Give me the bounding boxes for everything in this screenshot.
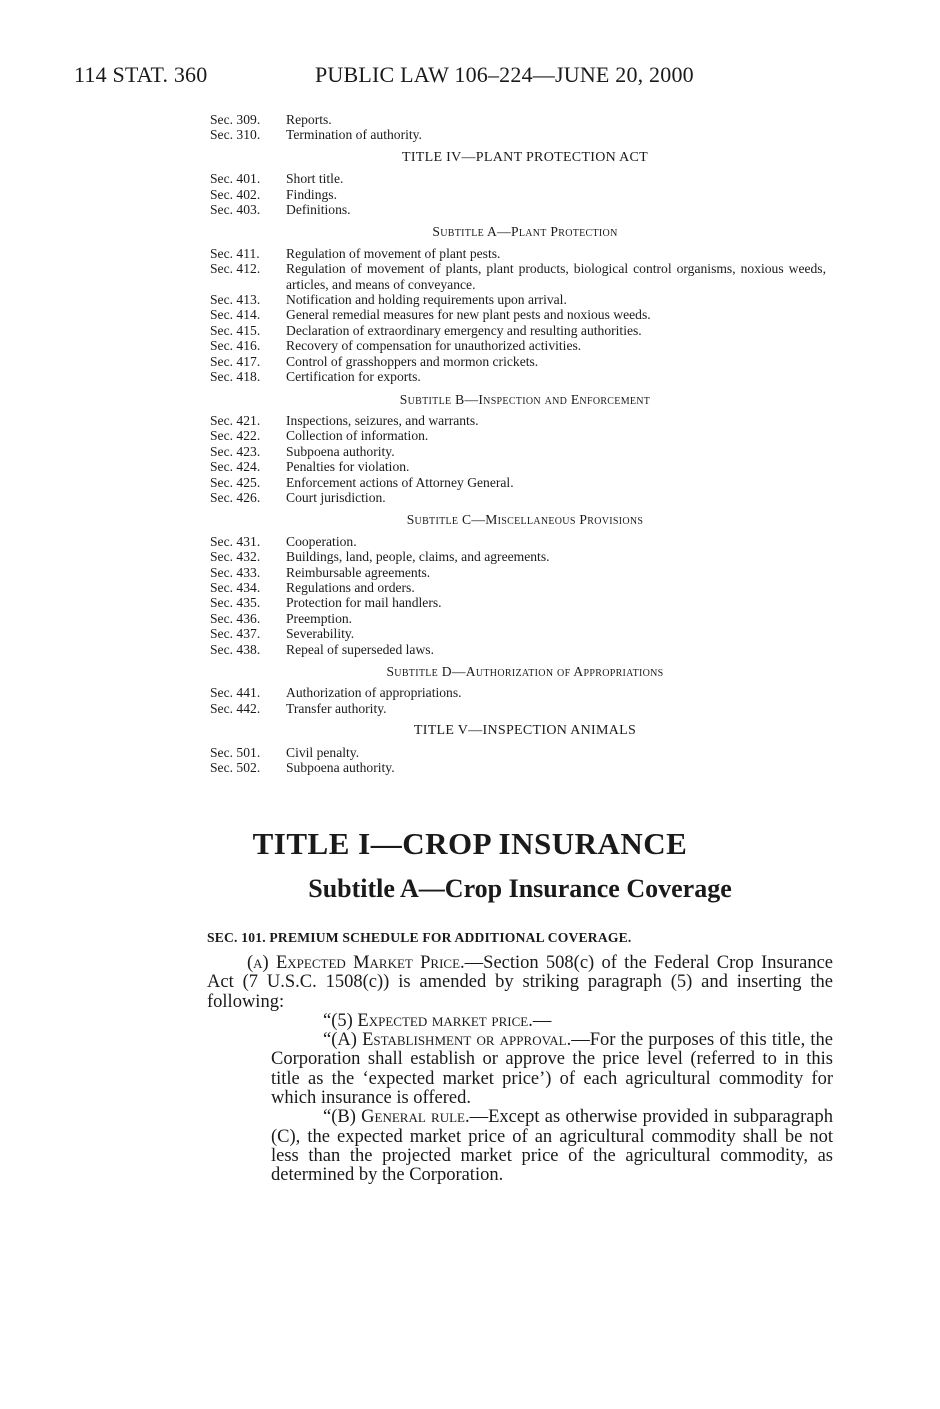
page-header (74, 62, 754, 92)
toc-entry-text: Buildings, land, people, claims, and agreements. (286, 549, 550, 565)
toc-entry (210, 413, 840, 428)
toc-group-title4 (210, 171, 840, 217)
quoted-subparagraph-b (271, 1108, 833, 1185)
toc-entry (210, 490, 840, 505)
toc-entry (210, 444, 840, 459)
table-of-contents (210, 112, 840, 775)
toc-entry (210, 626, 840, 641)
toc-entry-text: Regulation of movement of plant pests. (286, 245, 501, 261)
section-body (207, 954, 833, 1186)
toc-subtitle-d: Subtitle D—Authorization of Appropriations (386, 664, 664, 679)
toc-group-title5 (210, 745, 840, 776)
toc-entry (210, 354, 840, 369)
toc-entry-number: Sec. 414. (210, 307, 261, 323)
toc-entry-text: Preemption. (286, 610, 353, 626)
toc-entry-number: Sec. 431. (210, 533, 261, 549)
law-title-date: PUBLIC LAW 106–224—JUNE 20, 2000 (315, 62, 694, 87)
toc-entry-number: Sec. 501. (210, 744, 261, 760)
toc-entry (210, 261, 840, 292)
statute-page-number: 114 STAT. 360 (74, 62, 208, 87)
toc-entry-text: Findings. (286, 186, 337, 202)
toc-entry-number: Sec. 442. (210, 700, 261, 716)
subtitle-heading: Subtitle A—Crop Insurance Coverage (308, 874, 732, 903)
toc-entry-text: Control of grasshoppers and mormon crickets. (286, 353, 539, 369)
toc-entry-number: Sec. 433. (210, 564, 261, 580)
toc-entry-text: Severability. (286, 626, 355, 642)
toc-entry-number: Sec. 435. (210, 595, 261, 611)
toc-entry (210, 760, 840, 775)
toc-entry-text: Definitions. (286, 202, 351, 218)
toc-entry (210, 323, 840, 338)
quoted-subparagraph-a-text: —For the purposes of this title, the Corporation shall establish or approve the price level (referred to in this title as the ‘expected market price’) of each agricultural commodity for which insurance is offered. (271, 1030, 833, 1109)
toc-entry (210, 292, 840, 307)
quoted-paragraph-5-text: — (532, 1010, 552, 1031)
quoted-subparagraph-a-label: “(A) Establishment or approval. (323, 1030, 572, 1051)
toc-entry-number: Sec. 413. (210, 292, 261, 308)
toc-entry (210, 565, 840, 580)
toc-entry-text: Court jurisdiction. (286, 489, 386, 505)
toc-entry (210, 534, 840, 549)
quoted-amendment (207, 1012, 833, 1186)
paragraph-a-text: —Section 508(c) of the Federal Crop Insurance Act (7 U.S.C. 1508(c)) is amended by striking paragraph (5) and inserting the following: (207, 953, 833, 1012)
toc-entry-text: Subpoena authority. (286, 443, 395, 459)
toc-subtitle-c: Subtitle C—Miscellaneous Provisions (406, 512, 644, 528)
toc-group-subtitle-a (210, 246, 840, 385)
toc-entry-text: Enforcement actions of Attorney General. (286, 474, 514, 490)
toc-entry-text: Short title. (286, 171, 344, 187)
toc-entry-number: Sec. 402. (210, 186, 261, 202)
toc-entry-number: Sec. 417. (210, 353, 261, 369)
toc-entry (210, 202, 840, 217)
toc-entry (210, 580, 840, 595)
toc-entry-text: Transfer authority. (286, 700, 387, 716)
toc-entry-text: Regulation of movement of plants, plant products, biological control organisms, noxious weeds, articles, and means of conveyance. (286, 261, 826, 292)
toc-entry-text: Penalties for violation. (286, 459, 410, 475)
toc-entry-text: Protection for mail handlers. (286, 595, 442, 611)
toc-entry-number: Sec. 411. (210, 245, 260, 261)
toc-entry (210, 171, 840, 186)
toc-entry-number: Sec. 310. (210, 127, 261, 143)
toc-entry-number: Sec. 418. (210, 369, 261, 385)
toc-entry (210, 611, 840, 626)
paragraph-a (207, 954, 833, 1012)
quoted-subparagraph-b-label: “(B) General rule. (323, 1107, 470, 1128)
toc-entry (210, 549, 840, 564)
toc-entry (210, 459, 840, 474)
toc-entry (210, 307, 840, 322)
toc-entry (210, 338, 840, 353)
toc-entry (210, 187, 840, 202)
toc-entry-number: Sec. 415. (210, 322, 261, 338)
toc-group-title3 (210, 112, 840, 143)
toc-entry (210, 685, 840, 700)
toc-entry (210, 246, 840, 261)
toc-entry-number: Sec. 438. (210, 641, 261, 657)
quoted-subparagraph-a (271, 1031, 833, 1108)
toc-entry (210, 701, 840, 716)
toc-entry-text: Certification for exports. (286, 369, 421, 385)
toc-entry-text: Repeal of superseded laws. (286, 641, 434, 657)
toc-entry-text: Collection of information. (286, 428, 429, 444)
toc-subtitle-b: Subtitle B—Inspection and Enforcement (399, 391, 651, 407)
toc-subtitle-a: Subtitle A—Plant Protection (432, 224, 618, 240)
toc-entry-number: Sec. 309. (210, 112, 261, 127)
toc-entry-number: Sec. 422. (210, 428, 261, 444)
toc-entry-number: Sec. 421. (210, 412, 261, 428)
toc-entry-number: Sec. 416. (210, 338, 261, 354)
toc-entry (210, 127, 840, 142)
toc-entry-number: Sec. 426. (210, 489, 261, 505)
toc-entry-number: Sec. 441. (210, 685, 261, 701)
title-heading: TITLE I—CROP INSURANCE (252, 826, 688, 861)
toc-entry-number: Sec. 502. (210, 760, 261, 776)
toc-entry-text: Recovery of compensation for unauthorized activities. (286, 338, 582, 354)
toc-entry-text: Subpoena authority. (286, 760, 395, 776)
toc-entry-number: Sec. 424. (210, 459, 261, 475)
toc-entry-text: Reports. (286, 112, 332, 127)
quoted-paragraph-5 (271, 1012, 833, 1031)
quoted-subparagraph-b-text: —Except as otherwise provided in subparagraph (C), the expected market price of an agricultural commodity shall be not less than the projected market price of the agricultural commodity, as determined by the Corporation. (271, 1107, 833, 1186)
toc-entry-number: Sec. 401. (210, 171, 261, 187)
toc-entry-text: General remedial measures for new plant pests and noxious weeds. (286, 307, 651, 323)
quoted-paragraph-5-label: “(5) Expected market price. (323, 1010, 533, 1031)
toc-entry-number: Sec. 436. (210, 610, 261, 626)
toc-entry-text: Termination of authority. (286, 127, 422, 143)
toc-entry-number: Sec. 403. (210, 202, 261, 218)
toc-entry (210, 595, 840, 610)
toc-entry (210, 642, 840, 657)
toc-entry-text: Declaration of extraordinary emergency and resulting authorities. (286, 322, 642, 338)
toc-entry-number: Sec. 434. (210, 579, 261, 595)
toc-entry (210, 369, 840, 384)
toc-title-v: TITLE V—INSPECTION ANIMALS (413, 723, 637, 739)
toc-entry (210, 745, 840, 760)
toc-group-subtitle-d (210, 685, 840, 716)
toc-entry (210, 475, 840, 490)
toc-entry-text: Inspections, seizures, and warrants. (286, 412, 479, 428)
toc-entry-text: Notification and holding requirements upon arrival. (286, 292, 567, 308)
toc-entry-number: Sec. 432. (210, 549, 261, 565)
toc-entry-number: Sec. 423. (210, 443, 261, 459)
toc-title-iv: TITLE IV—PLANT PROTECTION ACT (401, 149, 649, 165)
toc-entry (210, 428, 840, 443)
toc-entry-text: Authorization of appropriations. (286, 685, 462, 701)
paragraph-a-label: (a) Expected Market Price. (247, 953, 465, 973)
toc-entry-text: Civil penalty. (286, 744, 360, 760)
toc-entry-number: Sec. 437. (210, 626, 261, 642)
toc-entry-number: Sec. 412. (210, 261, 261, 277)
toc-group-subtitle-c (210, 534, 840, 657)
toc-group-subtitle-b (210, 413, 840, 505)
toc-entry (210, 112, 840, 127)
toc-entry-text: Regulations and orders. (286, 579, 415, 595)
toc-entry-number: Sec. 425. (210, 474, 261, 490)
toc-entry-text: Reimbursable agreements. (286, 564, 431, 580)
toc-entry-text: Cooperation. (286, 533, 357, 549)
section-heading: SEC. 101. PREMIUM SCHEDULE FOR ADDITIONAL COVERAGE. (207, 930, 632, 945)
